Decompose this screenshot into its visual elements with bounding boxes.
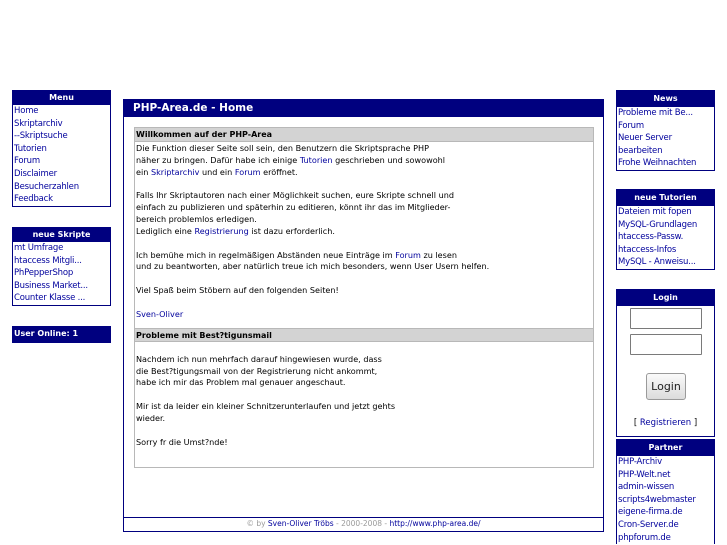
new-scripts-box [12, 227, 111, 306]
new-tutorials-title: neue Tutorien [617, 190, 714, 206]
menu-item-skriptarchiv[interactable]: Skriptarchiv [14, 118, 63, 129]
tutorial-link[interactable]: htaccess-Passw. [618, 232, 684, 243]
partner-link[interactable]: PHP-Welt.net [618, 469, 671, 480]
problem-line: Nachdem ich nun mehrfach darauf hingewiesen wurde, dass [136, 353, 382, 364]
tutorial-link[interactable]: Dateien mit fopen [618, 207, 692, 217]
tutorien-link[interactable]: Tutorien [299, 154, 333, 165]
welcome-line: Viel Spaß beim Stöbern auf den folgenden Seiten! [136, 285, 339, 296]
script-link[interactable]: PhPepperShop [14, 268, 74, 279]
problem-line: habe ich mir das Problem mal genauer angeschaut. [136, 377, 346, 388]
username-input[interactable] [630, 308, 702, 329]
welcome-heading: Willkommen auf der PHP-Area [135, 128, 593, 142]
login-box [616, 289, 715, 437]
partner-link[interactable]: scripts4webmaster [618, 494, 696, 505]
spacer [135, 273, 593, 285]
problem-line: Mir ist da leider ein kleiner Schnitzerunterlaufen und jetzt gehts [136, 401, 396, 412]
spacer [135, 178, 593, 190]
news-link[interactable]: Probleme mit Be... [618, 108, 693, 118]
page-title: PHP-Area.de - Home [124, 100, 603, 117]
menu-item-tutorien[interactable]: Tutorien [14, 143, 47, 154]
spacer [135, 425, 593, 437]
password-input[interactable] [630, 334, 702, 355]
partner-link[interactable]: admin-wissen [618, 482, 675, 493]
welcome-line: Falls Ihr Skriptautoren nach einer Möglichkeit suchen, eure Skripte schnell und [136, 190, 454, 201]
welcome-line [135, 250, 593, 262]
menu-item-disclaimer[interactable]: Disclaimer [14, 168, 57, 179]
welcome-line: und zu beantworten, aber natürlich treue ich mich besonders, wenn User Usern helfen. [136, 261, 490, 272]
welcome-line: einfach zu publizieren und späterhin zu editieren, könnt ihr das im Mitglieder- [136, 202, 451, 213]
site-url-link[interactable]: http://www.php-area.de/ [389, 519, 481, 528]
partner-list [617, 456, 714, 544]
news-title: News [617, 91, 714, 107]
problem-heading: Probleme mit Best?tigunsmail [135, 328, 593, 342]
login-title: Login [617, 290, 714, 306]
script-link[interactable]: Business Market... [14, 280, 88, 291]
tutorial-link[interactable]: MySQL-Grundlagen [618, 219, 698, 230]
news-box [616, 90, 715, 171]
text: näher zu bringen. Dafür habe ich einige [136, 154, 300, 165]
news-link[interactable]: Frohe Weihnachten [618, 158, 697, 169]
menu-item-skriptsuche[interactable]: --Skriptsuche [14, 131, 68, 142]
menu-item-forum[interactable]: Forum [14, 156, 40, 167]
menu-item-home[interactable]: Home [14, 106, 39, 116]
register-link[interactable]: Registrieren [639, 418, 692, 428]
main-panel [123, 99, 604, 532]
script-link[interactable]: htaccess Mitgli... [14, 255, 82, 266]
menu-box [12, 90, 111, 207]
partner-box [616, 439, 715, 544]
partner-title: Partner [617, 440, 714, 456]
register-line [617, 418, 714, 428]
partner-link[interactable]: eigene-firma.de [618, 507, 683, 518]
content-area [134, 127, 594, 468]
welcome-line [135, 226, 593, 238]
partner-link[interactable]: phpforum.de [618, 532, 671, 543]
new-tutorials-list [617, 206, 714, 269]
login-button[interactable]: Login [646, 373, 686, 400]
news-link[interactable]: Forum [618, 120, 644, 131]
spacer [135, 389, 593, 401]
new-tutorials-box [616, 189, 715, 270]
registrierung-link[interactable]: Registrierung [194, 225, 249, 236]
news-link[interactable]: bearbeiten [618, 145, 663, 156]
footer [124, 517, 603, 531]
author-link[interactable]: Sven-Oliver Tröbs [267, 519, 334, 528]
news-link[interactable]: Neuer Server [618, 133, 672, 144]
text: ein [136, 166, 151, 177]
new-scripts-list [13, 242, 110, 305]
script-link[interactable]: Counter Klasse ... [14, 293, 86, 304]
partner-link[interactable]: Cron-Server.de [618, 519, 679, 530]
signature-line [135, 309, 593, 321]
welcome-line: Die Funktion dieser Seite soll sein, den Benutzern die Skriptsprache PHP [136, 143, 429, 153]
forum-link[interactable]: Forum [395, 249, 421, 260]
problem-line: wieder. [136, 412, 166, 423]
welcome-line [135, 155, 593, 167]
spacer [135, 297, 593, 309]
problem-line: Sorry fr die Umst?nde! [136, 436, 228, 447]
text: ] [691, 418, 698, 428]
menu-item-besucherzahlen[interactable]: Besucherzahlen [14, 181, 79, 192]
text: und ein [199, 166, 235, 177]
signature-link[interactable]: Sven-Oliver [136, 308, 184, 319]
login-form [617, 306, 714, 436]
footer-prefix: © by [246, 519, 268, 528]
text: Lediglich eine [136, 225, 195, 236]
footer-years: - 2000-2008 - [333, 519, 390, 528]
menu-item-feedback[interactable]: Feedback [14, 194, 53, 205]
text: eröffnet. [260, 166, 298, 177]
text: ist dazu erforderlich. [248, 225, 335, 236]
tutorial-link[interactable]: htaccess-Infos [618, 244, 677, 255]
skriptarchiv-link[interactable]: Skriptarchiv [150, 166, 200, 177]
text: zu lesen [420, 249, 457, 260]
script-link[interactable]: mt Umfrage [14, 243, 64, 253]
tutorial-link[interactable]: MySQL - Anweisu... [618, 257, 696, 268]
text: [ [633, 418, 640, 428]
welcome-line [135, 167, 593, 179]
forum-link[interactable]: Forum [234, 166, 261, 177]
user-online-counter: User Online: 1 [12, 326, 111, 343]
news-list [617, 107, 714, 170]
text: Ich bemühe mich in regelmäßigen Abständen neue Einträge im [136, 249, 396, 260]
menu-list [13, 105, 110, 206]
new-scripts-title: neue Skripte [13, 228, 110, 242]
partner-link[interactable]: PHP-Archiv [618, 457, 662, 467]
spacer [135, 238, 593, 250]
menu-title: Menu [13, 91, 110, 105]
problem-line: die Best?tigungsmail von der Registrierung nicht ankommt, [136, 365, 378, 376]
text: geschrieben und sowowohl [332, 154, 446, 165]
spacer [135, 342, 593, 354]
welcome-line: bereich problemlos erledigen. [136, 213, 257, 224]
